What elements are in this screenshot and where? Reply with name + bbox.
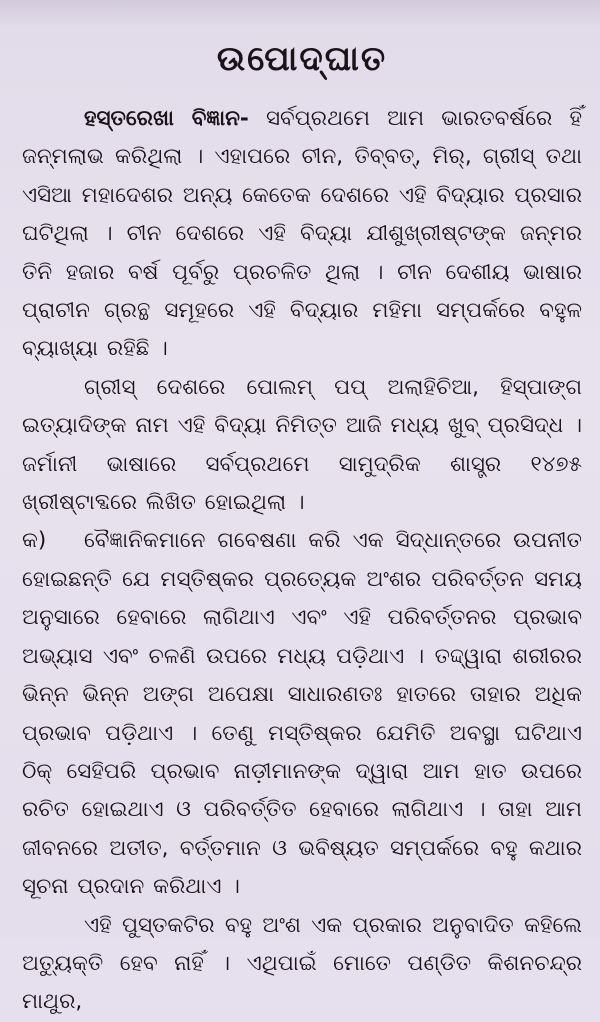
paragraph-1: [22, 100, 582, 369]
paragraph-3-label: କ): [22, 528, 47, 554]
paragraph-2: ଗ୍ରୀସ୍ ଦେଶରେ ପୋଲମ୍ ପପ୍ ଅଲାହିଚିଆ, ହିସ୍ପାଙ୍ଗ ଇତ୍ୟାଦିଙ୍କ ନାମ ଏହି ବିଦ୍ୟା ନିମିତ୍ତ ଆଜି ମଧ୍ୟ ଖୁବ୍ ପ୍ରସିଦ୍ଧ । ଜର୍ମାନୀ ଭାଷାରେ ସର୍ବପ୍ରଥମେ ସାମୁଦ୍ରିକ ଶାସ୍ତ୍ର ୧୪୭୫ ଖ୍ରୀଷ୍ଟାବ୍ଦରେ ଲିଖିତ ହୋଇଥିଲା ।: [22, 374, 582, 516]
paragraph-3-first-line-wrap: [22, 522, 582, 906]
page-top-bleed: [0, 0, 600, 30]
page-title: ଉପୋଦ୍‌ଘାତ: [216, 39, 388, 79]
paragraph-3-text: ବୈଜ୍ଞାନିକମାନେ ଗବେଷଣା କରି ଏକ ସିଦ୍ଧାନ୍ତରେ ଉପନୀତ ହୋଇଛନ୍ତି ଯେ ମସ୍ତିଷ୍କର ପ୍ରତ୍ୟେକ ଅଂଶର ପରିବର୍ତ୍ତନ ସମୟ ଅନୁସାରେ ହେବାରେ ଲାଗିଥାଏ ଏବଂ ଏହି ପରିବର୍ତ୍ତନର ପ୍ରଭାବ ଅଭ୍ୟାସ ଏବଂ ଚଳଣି ଉପରେ ମଧ୍ୟ ପଡ଼ିଥାଏ । ତଦ୍ଦ୍ୱାରା ଶରୀରର ଭିନ୍ନ ଭିନ୍ନ ଅଙ୍ଗ ଅପେକ୍ଷା ସାଧାରଣତଃ ହାତରେ ତାହାର ଅଧିକ ପ୍ରଭାବ ପଡ଼ିଥାଏ । ତେଣୁ ମସ୍ତିଷ୍କର ଯେମିତି ଅବସ୍ଥା ଘଟିଥାଏ ଠିକ୍ ସେହିପରି ପ୍ରଭାବ ନାଡ଼ୀମାନଙ୍କ ଦ୍ୱାରା ଆମ ହାତ ଉପରେ ରଚିତ ହୋଇଥାଏ ଓ ପରିବର୍ତ୍ତିତ ହେବାରେ ଲାଗିଥାଏ । ତାହା ଆମ ଜୀବନରେ ଅତୀତ, ବର୍ତ୍ତମାନ ଓ ଭବିଷ୍ୟତ ସମ୍ପର୍କରେ ବହୁ କଥାର ସୂଚନା ପ୍ରଦାନ କରିଥାଏ ।: [22, 528, 582, 900]
paragraph-1-heading: ହସ୍ତରେଖା ବିଜ୍ଞାନ-: [84, 106, 249, 131]
paragraph-1-text: ସର୍ବପ୍ରଥମେ ଆମ ଭାରତବର୍ଷରେ ହିଁ ଜନ୍ମଲାଭ କରିଥିଲା । ଏହାପରେ ଚୀନ, ତିବ୍ବତ୍, ମିର୍, ଗ୍ରୀସ୍ ତଥା ଏସିଆ ମହାଦେଶର ଅନ୍ୟ କେତେକ ଦେଶରେ ଏହି ବିଦ୍ୟାର ପ୍ରସାର ଘଟିଥିଲା । ଚୀନ ଦେଶରେ ଏହି ବିଦ୍ୟା ଯୀଶୁଖ୍ରୀଷ୍ଟଙ୍କ ଜନ୍ମର ତିନି ହଜାର ବର୍ଷ ପୂର୍ବରୁ ପ୍ରଚଳିତ ଥିଲା । ଚୀନ ଦେଶୀୟ ଭାଷାର ପ୍ରାଚୀନ ଗ୍ରନ୍ଥ ସମୂହରେ ଏହି ବିଦ୍ୟାର ମହିମା ସମ୍ପର୍କରେ ବହୁଳ ବ୍ୟାଖ୍ୟା ରହିଛି ।: [22, 106, 582, 362]
paragraph-3: [22, 522, 582, 906]
paragraph-4: ଏହି ପୁସ୍ତକଟିର ବହୁ ଅଂଶ ଏକ ପ୍ରକାର ଅନୁବାଦିତ କହିଲେ ଅତ୍ୟୁକ୍ତି ହେବ ନାହିଁ । ଏଥିପାଇଁ ମୋତେ ପଣ୍ଡିତ କିଶନଚନ୍ଦ୍ର ମାଥୁର,: [22, 912, 582, 1015]
